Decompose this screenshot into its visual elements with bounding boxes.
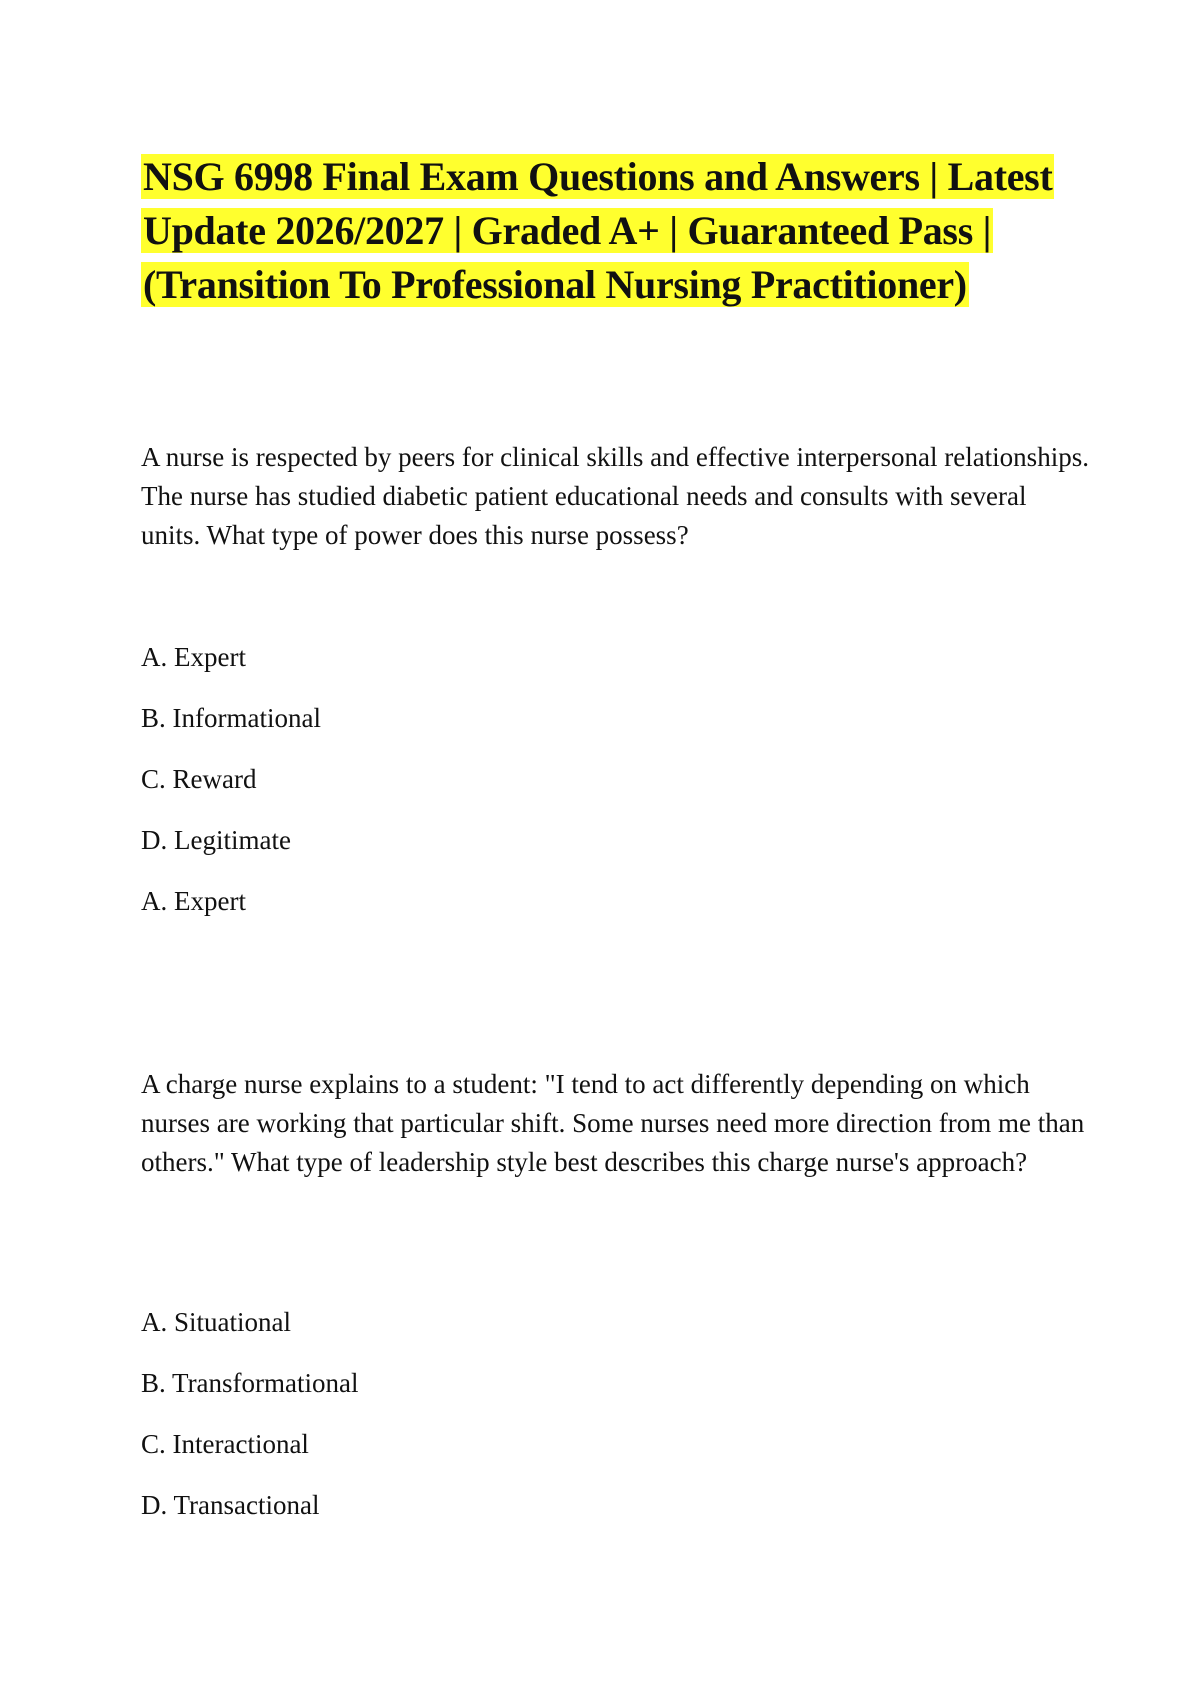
question-2-options — [141, 1303, 359, 1547]
question-2-text: A charge nurse explains to a student: "I tend to act differently depending on which nurses are working that particular shift. Some nurses need more direction from me than others." What type of leadership style best describes this charge nurse's approach? — [141, 1069, 1085, 1177]
question-2-option-a: A. Situational — [141, 1307, 291, 1337]
title-highlight: NSG 6998 Final Exam Questions and Answers | Latest Update 2026/2027 | Graded A+ | Guaranteed Pass | (Transition To Professional Nursing Practitioner) — [143, 154, 1053, 307]
question-1-answer: A. Expert — [141, 886, 246, 916]
question-1-options — [141, 638, 321, 943]
question-1-text: A nurse is respected by peers for clinical skills and effective interpersonal relationships. The nurse has studied diabetic patient educational needs and consults with several units. What type of power does this nurse possess? — [141, 442, 1089, 550]
question-2-option-b: B. Transformational — [141, 1368, 359, 1398]
question-1-option-c: C. Reward — [141, 764, 257, 794]
question-1-option-a: A. Expert — [141, 642, 246, 672]
question-2-option-c: C. Interactional — [141, 1429, 309, 1459]
document-title — [141, 150, 1081, 312]
question-1-option-d: D. Legitimate — [141, 825, 291, 855]
question-2-option-d: D. Transactional — [141, 1490, 320, 1520]
question-1-option-b: B. Informational — [141, 703, 321, 733]
